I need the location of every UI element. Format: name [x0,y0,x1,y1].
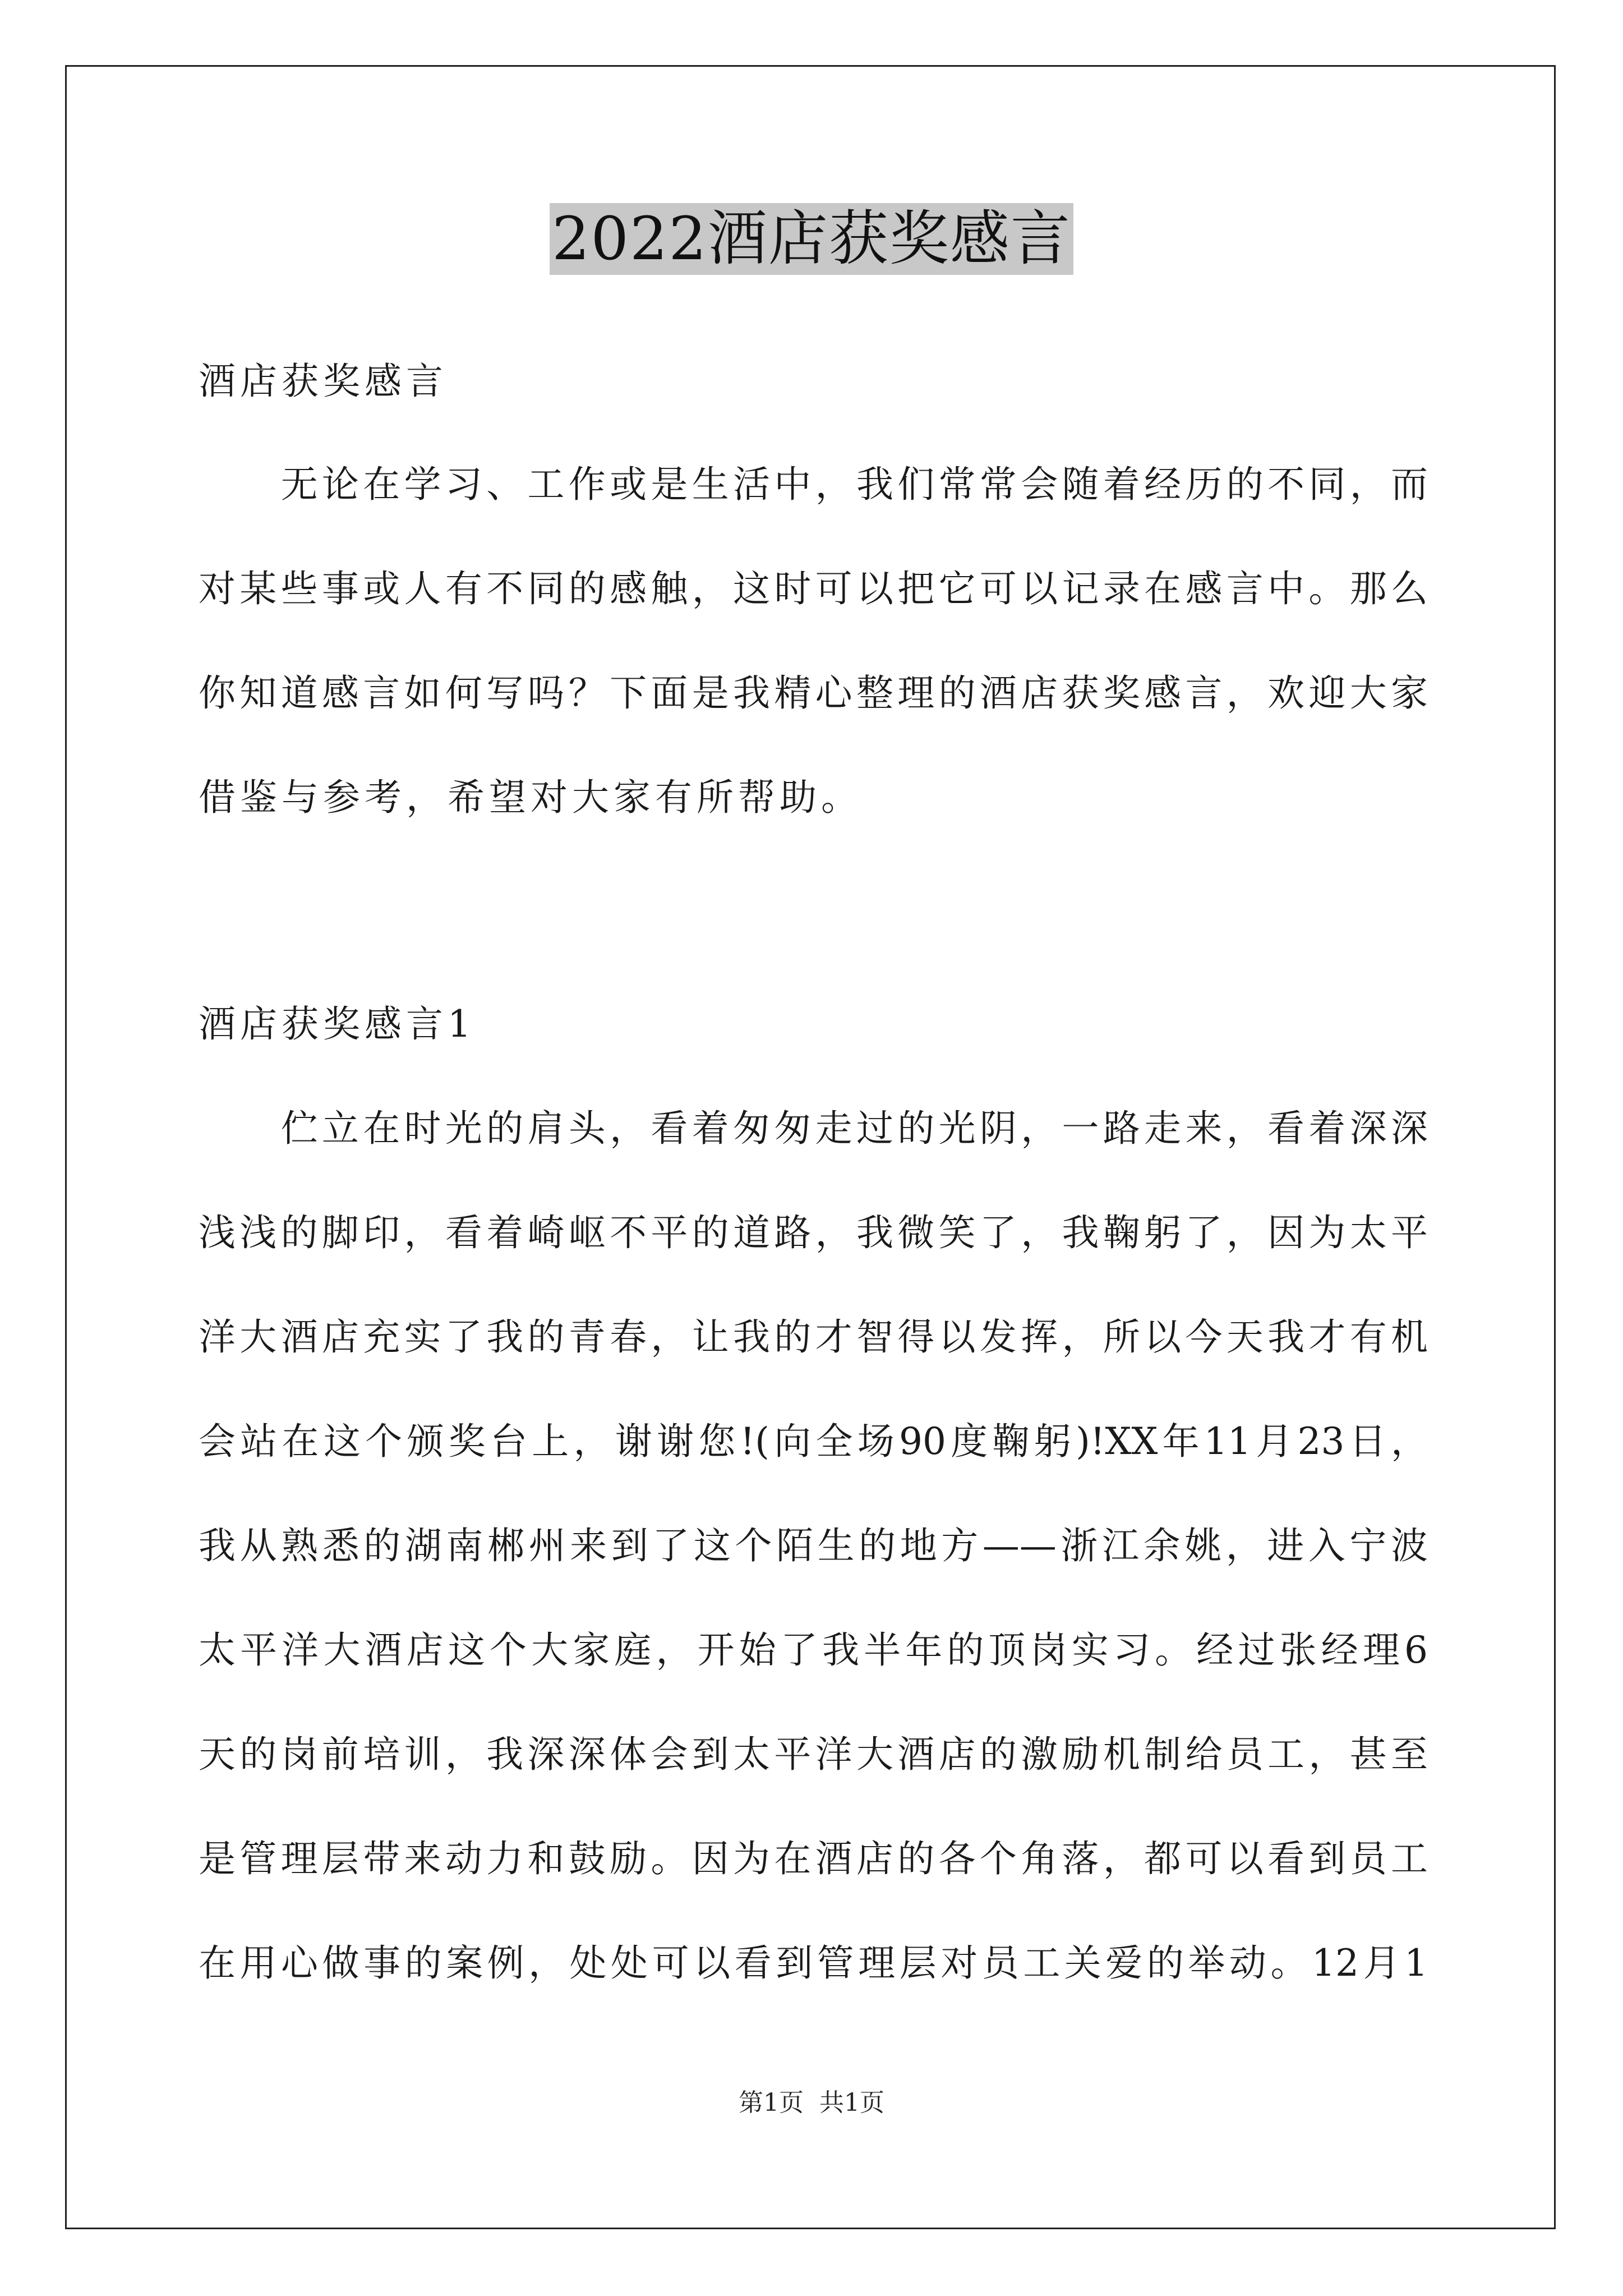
paragraph-line: 是管理层带来动力和鼓励。因为在酒店的各个角落，都可以看到员工 [199,1837,1428,1880]
section-heading: 酒店获奖感言 [199,360,448,403]
section-heading: 酒店获奖感言1 [199,1002,476,1046]
paragraph-line: 对某些事或人有不同的感触，这时可以把它可以记录在感言中。那么 [199,567,1428,610]
paragraph-line: 浅浅的脚印，看着崎岖不平的道路，我微笑了，我鞠躬了，因为太平 [199,1211,1428,1254]
title-container [0,203,1623,275]
paragraph-line: 在用心做事的案例，处处可以看到管理层对员工关爱的举动。12月1 [199,1941,1428,1985]
paragraph-line: 伫立在时光的肩头，看着匆匆走过的光阴，一路走来，看着深深 [199,1107,1428,1150]
paragraph-line: 借鉴与参考，希望对大家有所帮助。 [199,776,863,819]
paragraph-line: 会站在这个颁奖台上，谢谢您!(向全场90度鞠躬)!XX年11月23日， [199,1420,1428,1463]
paragraph-line: 天的岗前培训，我深深体会到太平洋大酒店的激励机制给员工，甚至 [199,1733,1428,1776]
paragraph-line: 无论在学习、工作或是生活中，我们常常会随着经历的不同，而 [199,463,1428,506]
paragraph-line: 我从熟悉的湖南郴州来到了这个陌生的地方——浙江余姚，进入宁波 [199,1524,1428,1567]
page-footer [0,2088,1623,2118]
page-number: 第1页 [739,2088,804,2117]
paragraph-line: 你知道感言如何写吗？下面是我精心整理的酒店获奖感言，欢迎大家 [199,671,1428,715]
paragraph-line: 洋大酒店充实了我的青春，让我的才智得以发挥，所以今天我才有机 [199,1315,1428,1359]
page-total: 共1页 [819,2088,884,2117]
paragraph-line: 太平洋大酒店这个大家庭，开始了我半年的顶岗实习。经过张经理6 [199,1628,1428,1672]
document-title: 2022酒店获奖感言 [550,203,1073,275]
